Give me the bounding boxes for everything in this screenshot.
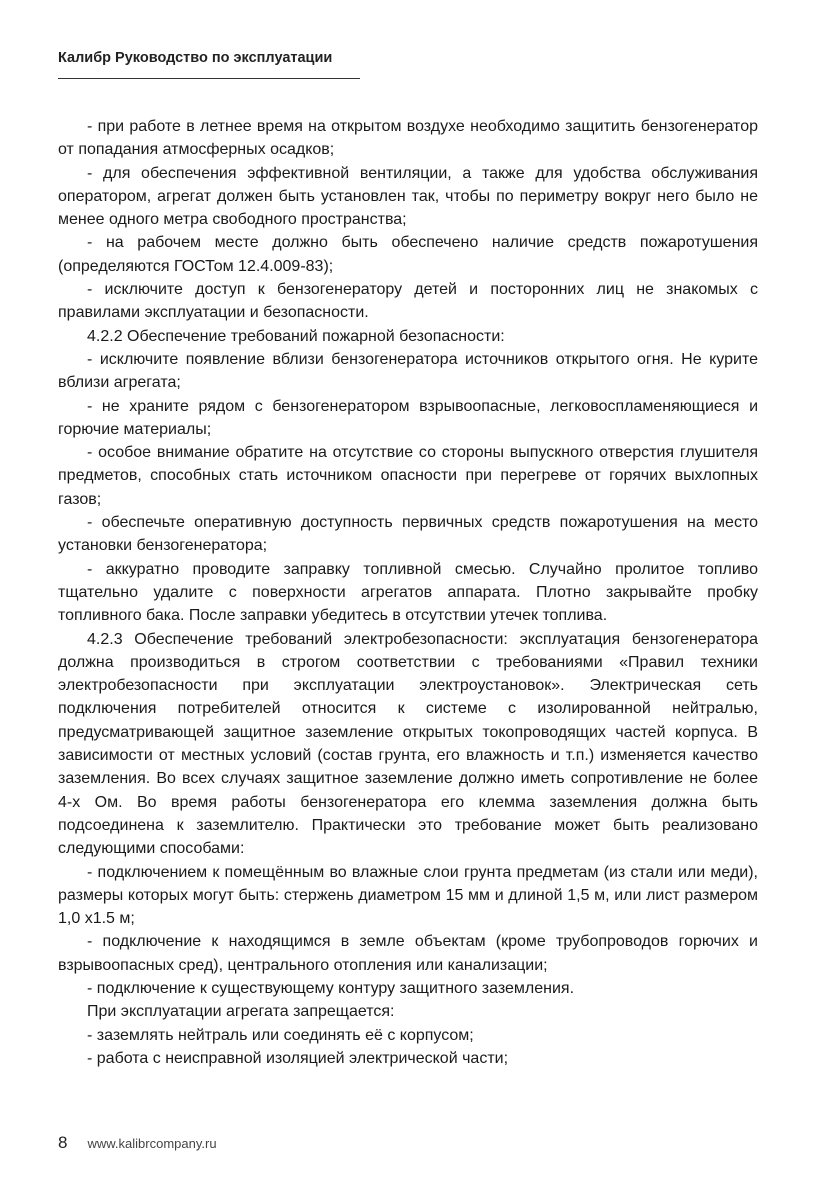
page-header xyxy=(58,50,360,79)
section-heading: 4.2.3 Обеспечение требований электробезопасности: эксплуатация бензогенератора должна производиться в строгом соответствии с требованиями «Правил техники электробезопасности при эксплуатации электроустановок». Электрическая сеть подключения потребителей относится к системе с изолированной нейтралью, предусматривающей защитное заземление открытых токопроводящих частей корпуса. В зависимости от местных условий (состав грунта, его влажность и т.п.) изменяется качество заземления. Во всех случаях защитное заземление должно иметь сопротивление не более 4-х Ом. Во время работы бензогенератора его клемма заземления должна быть подсоединена к заземлителю. Практически это требование может быть реализовано следующими способами: xyxy=(58,630,758,858)
paragraph: - работа с неисправной изоляцией электрической части; xyxy=(87,1049,509,1067)
document-title: Калибр Руководство по эксплуатации xyxy=(58,50,333,66)
header-divider xyxy=(58,78,360,79)
paragraph: - заземлять нейтраль или соединять её с корпусом; xyxy=(87,1026,474,1044)
paragraph: - на рабочем месте должно быть обеспечено наличие средств пожаротушения (определяются ГОСТом 12.4.009-83); xyxy=(58,234,758,275)
paragraph: - для обеспечения эффективной вентиляции, а также для удобства обслуживания оператором, агрегат должен быть установлен так, чтобы по периметру вокруг него было не менее одного метра свободного пространства; xyxy=(58,164,758,229)
section-heading: 4.2.2 Обеспечение требований пожарной безопасности: xyxy=(87,327,505,345)
paragraph: - при работе в летнее время на открытом воздухе необходимо защитить бензогенератор от попадания атмосферных осадков; xyxy=(58,118,758,159)
paragraph: При эксплуатации агрегата запрещается: xyxy=(87,1003,395,1021)
paragraph: - исключите появление вблизи бензогенератора источников открытого огня. Не курите вблизи агрегата; xyxy=(58,350,758,392)
page-footer xyxy=(58,1133,217,1153)
paragraph: - подключением к помещённым во влажные слои грунта предметам (из стали или меди), размеры которых могут быть: стержень диаметром 15 мм и длиной 1,5 м, или лист размером 1,0 х1.5 м; xyxy=(58,863,758,928)
paragraph: - подключение к находящимся в земле объектам (кроме трубопроводов горючих и взрывоопасных сред), центрального отопления или канализации; xyxy=(58,933,758,974)
paragraph: - особое внимание обратите на отсутствие со стороны выпускного отверстия глушителя предметов, способных стать источником опасности при перегреве от горячих выхлопных газов; xyxy=(58,444,758,508)
website-link[interactable]: www.kalibrcompany.ru xyxy=(87,1136,217,1151)
page-number: 8 xyxy=(58,1133,68,1152)
paragraph: - исключите доступ к бензогенератору детей и посторонних лиц не знакомых с правилами эксплуатации и безопасности. xyxy=(58,281,758,322)
paragraph: - аккуратно проводите заправку топливной смесью. Случайно пролитое топливо тщательно удалите с поверхности агрегатов аппарата. Плотно закрывайте пробку топливного бака. После заправки убедитесь в отсутствии утечек топлива. xyxy=(58,560,758,625)
body-text xyxy=(58,115,758,1070)
paragraph: - подключение к существующему контуру защитного заземления. xyxy=(87,979,575,997)
paragraph: - обеспечьте оперативную доступность первичных средств пожаротушения на место установки бензогенератора; xyxy=(58,514,758,555)
paragraph: - не храните рядом с бензогенератором взрывоопасные, легковоспламеняющиеся и горючие материалы; xyxy=(58,397,758,438)
